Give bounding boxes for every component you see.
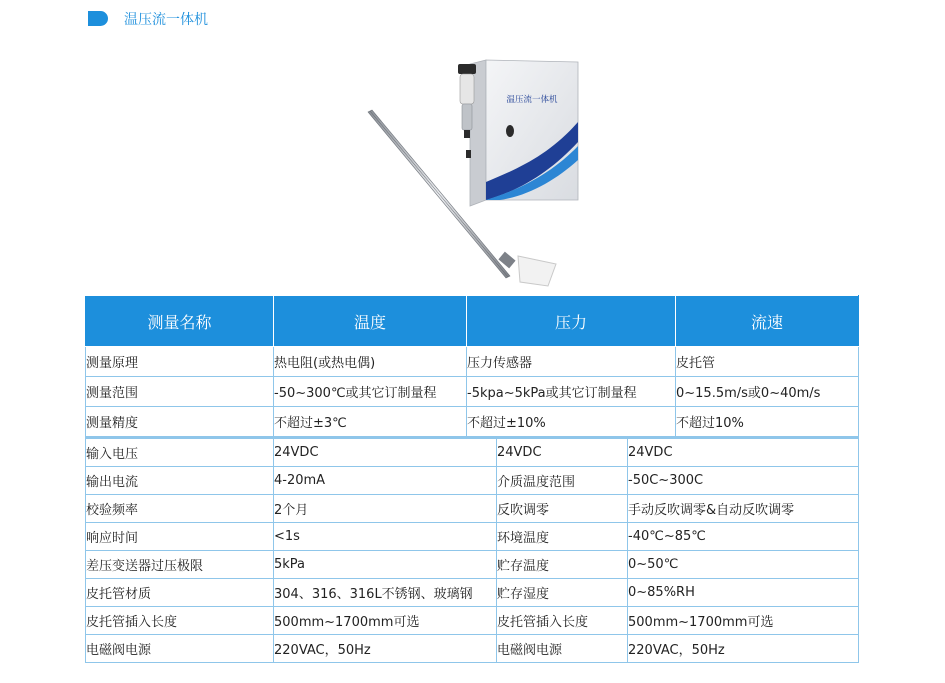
cell-label: 环境温度 — [497, 523, 628, 551]
cell-value: -50~300℃或其它订制量程 — [274, 377, 467, 407]
cell-value: 5kPa — [274, 551, 497, 579]
table-row — [86, 407, 859, 437]
cell-value: <1s — [274, 523, 497, 551]
cell-value: 0~85%RH — [628, 579, 859, 607]
row-label: 输入电压 — [86, 438, 274, 467]
table-row — [86, 495, 859, 523]
cell-value: 0~50℃ — [628, 551, 859, 579]
cell-value: 24VDC — [497, 438, 628, 467]
cell-value: 4-20mA — [274, 467, 497, 495]
cell-value: 220VAC，50Hz — [274, 635, 497, 663]
row-label: 校验频率 — [86, 495, 274, 523]
cell-label: 电磁阀电源 — [497, 635, 628, 663]
cell-value: -40℃~85℃ — [628, 523, 859, 551]
header-cell: 压力 — [467, 296, 676, 347]
cell-value: -50C~300C — [628, 467, 859, 495]
cell-label: 介质温度范围 — [497, 467, 628, 495]
row-label: 皮托管插入长度 — [86, 607, 274, 635]
table-row — [86, 377, 859, 407]
cell-value: 皮托管 — [676, 347, 859, 377]
section-title: 温压流一体机 — [124, 12, 208, 28]
header-cell: 测量名称 — [86, 296, 274, 347]
spec-tables — [85, 295, 858, 663]
table-row — [86, 347, 859, 377]
cell-value: 热电阻(或热电偶) — [274, 347, 467, 377]
cell-label: 贮存湿度 — [497, 579, 628, 607]
table-row — [86, 523, 859, 551]
row-label: 差压变送器过压极限 — [86, 551, 274, 579]
table-row — [86, 551, 859, 579]
table-row — [86, 467, 859, 495]
cell-value: 304、316、316L不锈钢、玻璃钢 — [274, 579, 497, 607]
spec-table-bottom — [85, 437, 859, 663]
row-label: 响应时间 — [86, 523, 274, 551]
cell-value: 220VAC，50Hz — [628, 635, 859, 663]
cell-label: 贮存温度 — [497, 551, 628, 579]
row-label: 输出电流 — [86, 467, 274, 495]
table-row — [86, 607, 859, 635]
cell-value: 24VDC — [628, 438, 859, 467]
row-label: 皮托管材质 — [86, 579, 274, 607]
cell-value: 24VDC — [274, 438, 497, 467]
cell-value: -5kpa~5kPa或其它订制量程 — [467, 377, 676, 407]
spec-table-top — [85, 295, 859, 437]
lock-icon — [506, 125, 514, 137]
cell-value: 手动反吹调零&自动反吹调零 — [628, 495, 859, 523]
row-label: 测量范围 — [86, 377, 274, 407]
product-image — [360, 50, 600, 290]
cell-label: 皮托管插入长度 — [497, 607, 628, 635]
cell-value: 压力传感器 — [467, 347, 676, 377]
row-label: 电磁阀电源 — [86, 635, 274, 663]
cell-value: 不超过±3℃ — [274, 407, 467, 437]
table-row — [86, 579, 859, 607]
cell-value: 500mm~1700mm可选 — [274, 607, 497, 635]
box-label: 温压流一体机 — [506, 95, 558, 105]
header-cell: 流速 — [676, 296, 859, 347]
header-cell: 温度 — [274, 296, 467, 347]
cell-value: 不超过±10% — [467, 407, 676, 437]
cell-value: 不超过10% — [676, 407, 859, 437]
table-row — [86, 635, 859, 663]
table-row — [86, 438, 859, 467]
cell-label: 反吹调零 — [497, 495, 628, 523]
cell-value: 500mm~1700mm可选 — [628, 607, 859, 635]
section-marker-icon — [88, 11, 108, 26]
row-label: 测量精度 — [86, 407, 274, 437]
table-header-row — [86, 296, 859, 347]
row-label: 测量原理 — [86, 347, 274, 377]
cell-value: 2个月 — [274, 495, 497, 523]
cell-value: 0~15.5m/s或0~40m/s — [676, 377, 859, 407]
